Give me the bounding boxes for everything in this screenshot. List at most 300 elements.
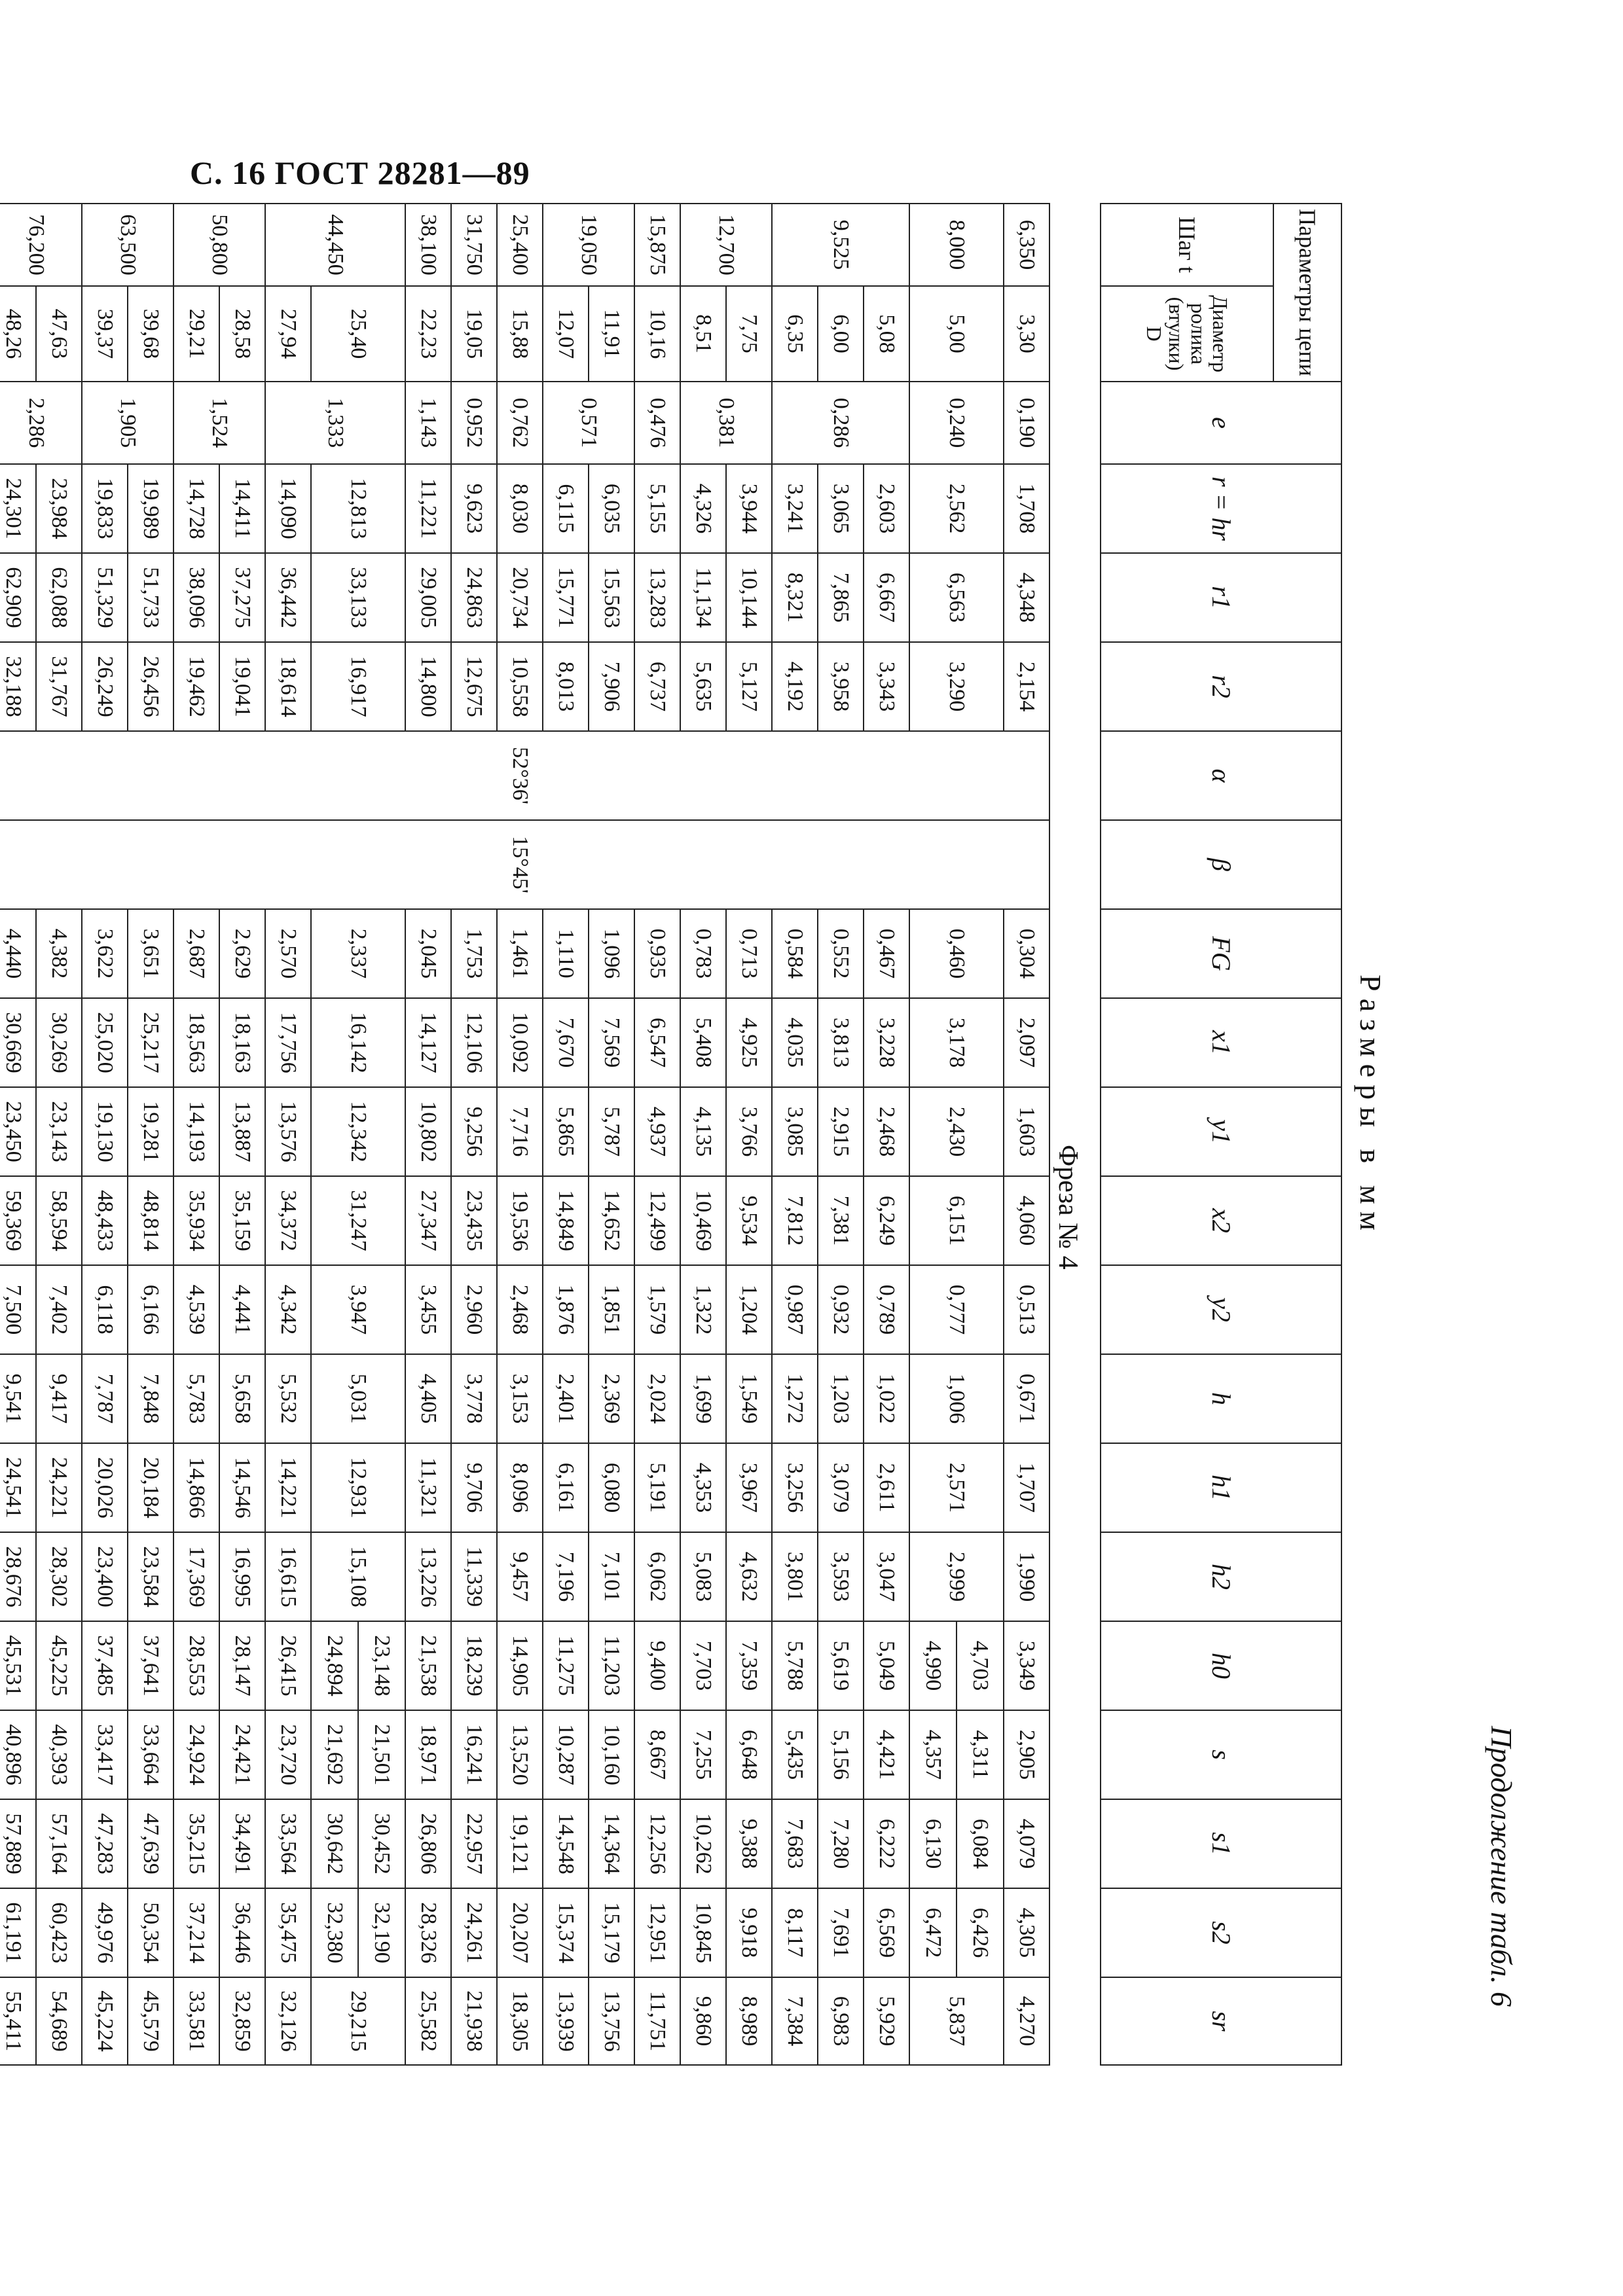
e-cell: 1,333 xyxy=(265,382,405,464)
s2-cell: 20,207 xyxy=(497,1888,543,1977)
y1-cell: 3,766 xyxy=(726,1087,772,1176)
col-header-fg: FG xyxy=(1101,909,1341,998)
fg-cell: 4,382 xyxy=(36,909,82,998)
r2-cell: 32,188 xyxy=(0,642,36,731)
sr-cell: 29,215 xyxy=(311,1977,405,2065)
s-cell: 8,667 xyxy=(634,1710,680,1799)
s-cell: 13,520 xyxy=(497,1710,543,1799)
sr-cell: 4,270 xyxy=(1004,1977,1049,2065)
h1-cell: 20,184 xyxy=(128,1443,173,1532)
y1-cell: 19,130 xyxy=(82,1087,128,1176)
y1-cell: 10,802 xyxy=(405,1087,451,1176)
y1-cell: 4,937 xyxy=(634,1087,680,1176)
h2-cell: 23,584 xyxy=(128,1532,173,1621)
r2-cell: 26,249 xyxy=(82,642,128,731)
r1-cell: 62,088 xyxy=(36,553,82,642)
fg-cell: 2,687 xyxy=(173,909,219,998)
r-cell: 11,221 xyxy=(405,464,451,553)
r2-cell: 10,558 xyxy=(497,642,543,731)
h-cell: 5,031 xyxy=(311,1354,405,1443)
h1-cell: 24,221 xyxy=(36,1443,82,1532)
s2-cell: 49,976 xyxy=(82,1888,128,1977)
units-title: Размеры в мм xyxy=(1354,975,1387,1238)
col-header-e: e xyxy=(1101,382,1341,464)
roller-diameter-cell: 39,37 xyxy=(82,286,128,382)
y2-cell: 0,513 xyxy=(1004,1265,1049,1354)
y2-cell: 4,342 xyxy=(265,1265,311,1354)
table-row xyxy=(818,204,864,2065)
h1-cell: 14,866 xyxy=(173,1443,219,1532)
r-cell: 2,562 xyxy=(909,464,1004,553)
y2-cell: 7,500 xyxy=(0,1265,36,1354)
r1-cell: 62,909 xyxy=(0,553,36,642)
x1-cell: 4,925 xyxy=(726,998,772,1087)
h1-cell: 3,079 xyxy=(818,1443,864,1532)
sr-cell: 8,989 xyxy=(726,1977,772,2065)
r-cell: 23,984 xyxy=(36,464,82,553)
h0-cell: 45,531 xyxy=(0,1621,36,1710)
s2-cell: 4,305 xyxy=(1004,1888,1049,1977)
col-header-alpha: α xyxy=(1101,731,1341,820)
h-cell: 9,541 xyxy=(0,1354,36,1443)
x1-cell: 14,127 xyxy=(405,998,451,1087)
r2-cell: 3,958 xyxy=(818,642,864,731)
s2-cell: 15,179 xyxy=(589,1888,634,1977)
sr-cell: 13,939 xyxy=(543,1977,589,2065)
sr-cell: 5,837 xyxy=(909,1977,1004,2065)
h0-cell: 18,239 xyxy=(451,1621,497,1710)
h1-cell: 11,321 xyxy=(405,1443,451,1532)
table-row xyxy=(726,204,772,2065)
fg-cell: 3,651 xyxy=(128,909,173,998)
sr-cell: 54,689 xyxy=(36,1977,82,2065)
y1-cell: 5,865 xyxy=(543,1087,589,1176)
h2-cell: 6,062 xyxy=(634,1532,680,1621)
h1-cell: 24,541 xyxy=(0,1443,36,1532)
sr-cell: 7,384 xyxy=(772,1977,818,2065)
table-row xyxy=(265,204,311,2065)
x2-cell: 34,372 xyxy=(265,1176,311,1265)
x1-cell: 12,106 xyxy=(451,998,497,1087)
sr-cell: 45,579 xyxy=(128,1977,173,2065)
s2-cell: 28,326 xyxy=(405,1888,451,1977)
col-header-h2: h2 xyxy=(1101,1532,1341,1621)
y1-cell: 12,342 xyxy=(311,1087,405,1176)
h1-cell: 20,026 xyxy=(82,1443,128,1532)
x1-cell: 7,569 xyxy=(589,998,634,1087)
r-cell: 14,090 xyxy=(265,464,311,553)
fg-cell: 0,552 xyxy=(818,909,864,998)
h0-cell: 7,703 xyxy=(680,1621,726,1710)
table-row xyxy=(128,204,173,2065)
h-cell: 1,006 xyxy=(909,1354,1004,1443)
r1-cell: 51,733 xyxy=(128,553,173,642)
s1-cell: 33,564 xyxy=(265,1799,311,1888)
h1-cell: 3,967 xyxy=(726,1443,772,1532)
s1-cell: 57,164 xyxy=(36,1799,82,1888)
sr-cell: 18,305 xyxy=(497,1977,543,2065)
y2-cell: 1,322 xyxy=(680,1265,726,1354)
y2-cell: 3,947 xyxy=(311,1265,405,1354)
roller-diameter-cell: 48,26 xyxy=(0,286,36,382)
s1-cell: 19,121 xyxy=(497,1799,543,1888)
r1-cell: 33,133 xyxy=(311,553,405,642)
s1-cell: 4,079 xyxy=(1004,1799,1049,1888)
s2-cell: 32,380 xyxy=(311,1888,358,1977)
x2-cell: 35,934 xyxy=(173,1176,219,1265)
r2-cell: 26,456 xyxy=(128,642,173,731)
r2-cell: 31,767 xyxy=(36,642,82,731)
x1-cell: 3,813 xyxy=(818,998,864,1087)
s2-cell: 6,472 xyxy=(909,1888,957,1977)
h2-cell: 7,196 xyxy=(543,1532,589,1621)
fg-cell: 2,629 xyxy=(219,909,265,998)
h-cell: 1,699 xyxy=(680,1354,726,1443)
h1-cell: 1,707 xyxy=(1004,1443,1049,1532)
s-cell: 4,311 xyxy=(957,1710,1004,1799)
h0-cell: 24,894 xyxy=(311,1621,358,1710)
x2-cell: 12,499 xyxy=(634,1176,680,1265)
s-cell: 5,435 xyxy=(772,1710,818,1799)
s1-cell: 14,364 xyxy=(589,1799,634,1888)
r1-cell: 51,329 xyxy=(82,553,128,642)
s-cell: 10,160 xyxy=(589,1710,634,1799)
table-row xyxy=(1004,204,1049,2065)
e-cell: 0,762 xyxy=(497,382,543,464)
e-cell: 0,571 xyxy=(543,382,634,464)
pitch-cell: 38,100 xyxy=(405,204,451,286)
x2-cell: 48,814 xyxy=(128,1176,173,1265)
e-cell: 1,905 xyxy=(82,382,173,464)
table-row xyxy=(451,204,497,2065)
roller-diameter-cell: 5,08 xyxy=(864,286,909,382)
pitch-cell: 8,000 xyxy=(909,204,1004,286)
e-cell: 1,143 xyxy=(405,382,451,464)
r2-cell: 8,013 xyxy=(543,642,589,731)
s-cell: 21,501 xyxy=(358,1710,405,1799)
fg-cell: 0,460 xyxy=(909,909,1004,998)
col-header-x1: x1 xyxy=(1101,998,1341,1087)
r2-cell: 3,290 xyxy=(909,642,1004,731)
x1-cell: 10,092 xyxy=(497,998,543,1087)
x1-cell: 5,408 xyxy=(680,998,726,1087)
r2-cell: 14,800 xyxy=(405,642,451,731)
r1-cell: 38,096 xyxy=(173,553,219,642)
s2-cell: 37,214 xyxy=(173,1888,219,1977)
s1-cell: 14,548 xyxy=(543,1799,589,1888)
e-cell: 1,524 xyxy=(173,382,265,464)
x2-cell: 23,435 xyxy=(451,1176,497,1265)
h2-cell: 17,369 xyxy=(173,1532,219,1621)
r2-cell: 12,675 xyxy=(451,642,497,731)
y2-cell: 6,118 xyxy=(82,1265,128,1354)
h0-cell: 7,359 xyxy=(726,1621,772,1710)
h2-cell: 3,801 xyxy=(772,1532,818,1621)
fg-cell: 2,045 xyxy=(405,909,451,998)
sr-cell: 55,411 xyxy=(0,1977,36,2065)
fg-cell: 1,753 xyxy=(451,909,497,998)
h2-cell: 11,339 xyxy=(451,1532,497,1621)
r1-cell: 11,134 xyxy=(680,553,726,642)
h1-cell: 2,571 xyxy=(909,1443,1004,1532)
h0-cell: 3,349 xyxy=(1004,1621,1049,1710)
col-header-r1: r1 xyxy=(1101,553,1341,642)
roller-diameter-cell: 6,00 xyxy=(818,286,864,382)
x2-cell: 7,812 xyxy=(772,1176,818,1265)
pitch-cell: 63,500 xyxy=(82,204,173,286)
y2-cell: 1,851 xyxy=(589,1265,634,1354)
page-header: С. 16 ГОСТ 28281—89 xyxy=(190,154,530,191)
x2-cell: 27,347 xyxy=(405,1176,451,1265)
s1-cell: 7,683 xyxy=(772,1799,818,1888)
r2-cell: 2,154 xyxy=(1004,642,1049,731)
s1-cell: 47,283 xyxy=(82,1799,128,1888)
roller-diameter-cell: 22,23 xyxy=(405,286,451,382)
x1-cell: 16,142 xyxy=(311,998,405,1087)
s1-cell: 30,642 xyxy=(311,1799,358,1888)
h0-cell: 5,049 xyxy=(864,1621,909,1710)
s1-cell: 6,222 xyxy=(864,1799,909,1888)
h0-cell: 4,990 xyxy=(909,1621,957,1710)
r1-cell: 15,563 xyxy=(589,553,634,642)
y1-cell: 13,576 xyxy=(265,1087,311,1176)
y1-cell: 19,281 xyxy=(128,1087,173,1176)
y1-cell: 2,468 xyxy=(864,1087,909,1176)
h0-cell: 26,415 xyxy=(265,1621,311,1710)
x1-cell: 30,269 xyxy=(36,998,82,1087)
s-cell: 6,648 xyxy=(726,1710,772,1799)
y1-cell: 1,603 xyxy=(1004,1087,1049,1176)
h-cell: 3,153 xyxy=(497,1354,543,1443)
r-cell: 6,115 xyxy=(543,464,589,553)
x1-cell: 18,163 xyxy=(219,998,265,1087)
r1-cell: 4,348 xyxy=(1004,553,1049,642)
r-cell: 19,989 xyxy=(128,464,173,553)
s1-cell: 26,806 xyxy=(405,1799,451,1888)
h0-cell: 28,553 xyxy=(173,1621,219,1710)
h1-cell: 6,080 xyxy=(589,1443,634,1532)
roller-diameter-cell: 47,63 xyxy=(36,286,82,382)
table-row xyxy=(82,204,128,2065)
s1-cell: 57,889 xyxy=(0,1799,36,1888)
h0-cell: 11,203 xyxy=(589,1621,634,1710)
h2-cell: 23,400 xyxy=(82,1532,128,1621)
s1-cell: 12,256 xyxy=(634,1799,680,1888)
h2-cell: 1,990 xyxy=(1004,1532,1049,1621)
col-header-h: h xyxy=(1101,1354,1341,1443)
table-row xyxy=(864,204,909,2065)
x2-cell: 10,469 xyxy=(680,1176,726,1265)
h-cell: 2,024 xyxy=(634,1354,680,1443)
table-row xyxy=(497,204,543,2065)
col-header-beta: β xyxy=(1101,820,1341,909)
sr-cell: 25,582 xyxy=(405,1977,451,2065)
r1-cell: 29,005 xyxy=(405,553,451,642)
sr-cell: 45,224 xyxy=(82,1977,128,2065)
h2-cell: 7,101 xyxy=(589,1532,634,1621)
fg-cell: 3,622 xyxy=(82,909,128,998)
x2-cell: 31,247 xyxy=(311,1176,405,1265)
e-cell: 0,286 xyxy=(772,382,909,464)
h1-cell: 6,161 xyxy=(543,1443,589,1532)
col-header-r: r = hr xyxy=(1101,464,1341,553)
h0-cell: 11,275 xyxy=(543,1621,589,1710)
h1-cell: 14,221 xyxy=(265,1443,311,1532)
s-cell: 4,357 xyxy=(909,1710,957,1799)
col-header-y2: y2 xyxy=(1101,1265,1341,1354)
e-cell: 0,952 xyxy=(451,382,497,464)
r1-cell: 15,771 xyxy=(543,553,589,642)
roller-diameter-cell: 28,58 xyxy=(219,286,265,382)
col-header-x2: x2 xyxy=(1101,1176,1341,1265)
sr-cell: 9,860 xyxy=(680,1977,726,2065)
r-cell: 6,035 xyxy=(589,464,634,553)
e-cell: 0,240 xyxy=(909,382,1004,464)
continuation-label: Продолжение табл. 6 xyxy=(1485,1726,1518,2007)
sr-cell: 33,581 xyxy=(173,1977,219,2065)
pitch-cell: 44,450 xyxy=(265,204,405,286)
r-cell: 1,708 xyxy=(1004,464,1049,553)
s-cell: 7,255 xyxy=(680,1710,726,1799)
y2-cell: 6,166 xyxy=(128,1265,173,1354)
col-header-y1: y1 xyxy=(1101,1087,1341,1176)
col-header-h1: h1 xyxy=(1101,1443,1341,1532)
h2-cell: 16,615 xyxy=(265,1532,311,1621)
y1-cell: 2,915 xyxy=(818,1087,864,1176)
s-cell: 24,924 xyxy=(173,1710,219,1799)
roller-diameter-cell: 12,07 xyxy=(543,286,589,382)
h1-cell: 9,706 xyxy=(451,1443,497,1532)
s2-cell: 12,951 xyxy=(634,1888,680,1977)
s1-cell: 6,130 xyxy=(909,1799,957,1888)
x1-cell: 6,547 xyxy=(634,998,680,1087)
r1-cell: 37,275 xyxy=(219,553,265,642)
s-cell: 4,421 xyxy=(864,1710,909,1799)
x2-cell: 14,652 xyxy=(589,1176,634,1265)
s-cell: 33,417 xyxy=(82,1710,128,1799)
table-row xyxy=(634,204,680,2065)
rotated-table-page xyxy=(1,203,1525,2052)
y2-cell: 1,579 xyxy=(634,1265,680,1354)
sr-cell: 6,983 xyxy=(818,1977,864,2065)
h2-cell: 15,108 xyxy=(311,1532,405,1621)
pitch-cell: 25,400 xyxy=(497,204,543,286)
col-header-sr: sr xyxy=(1101,1977,1341,2065)
s2-cell: 15,374 xyxy=(543,1888,589,1977)
table-row xyxy=(358,204,405,2065)
r2-cell: 19,041 xyxy=(219,642,265,731)
col-header-s2: s2 xyxy=(1101,1888,1341,1977)
fg-cell: 2,337 xyxy=(311,909,405,998)
y2-cell: 3,455 xyxy=(405,1265,451,1354)
sr-cell: 32,126 xyxy=(265,1977,311,2065)
h0-cell: 28,147 xyxy=(219,1621,265,1710)
s2-cell: 50,354 xyxy=(128,1888,173,1977)
x1-cell: 3,178 xyxy=(909,998,1004,1087)
sr-cell: 5,929 xyxy=(864,1977,909,2065)
r1-cell: 7,865 xyxy=(818,553,864,642)
h-cell: 4,405 xyxy=(405,1354,451,1443)
h-cell: 1,272 xyxy=(772,1354,818,1443)
h2-cell: 5,083 xyxy=(680,1532,726,1621)
pitch-cell: 15,875 xyxy=(634,204,680,286)
h-cell: 5,658 xyxy=(219,1354,265,1443)
r-cell: 3,065 xyxy=(818,464,864,553)
x1-cell: 7,670 xyxy=(543,998,589,1087)
dimensions-table xyxy=(0,203,1342,2066)
h1-cell: 12,931 xyxy=(311,1443,405,1532)
s-cell: 2,905 xyxy=(1004,1710,1049,1799)
fg-cell: 0,467 xyxy=(864,909,909,998)
h0-cell: 45,225 xyxy=(36,1621,82,1710)
pitch-cell: 19,050 xyxy=(543,204,634,286)
roller-diameter-cell: 3,30 xyxy=(1004,286,1049,382)
h-cell: 7,848 xyxy=(128,1354,173,1443)
y2-cell: 0,987 xyxy=(772,1265,818,1354)
s-cell: 33,664 xyxy=(128,1710,173,1799)
pitch-cell: 12,700 xyxy=(680,204,772,286)
r-cell: 9,623 xyxy=(451,464,497,553)
r-cell: 4,326 xyxy=(680,464,726,553)
y1-cell: 23,143 xyxy=(36,1087,82,1176)
s-cell: 40,393 xyxy=(36,1710,82,1799)
y1-cell: 3,085 xyxy=(772,1087,818,1176)
h-cell: 9,417 xyxy=(36,1354,82,1443)
r2-cell: 4,192 xyxy=(772,642,818,731)
y2-cell: 1,204 xyxy=(726,1265,772,1354)
sr-cell: 13,756 xyxy=(589,1977,634,2065)
e-cell: 0,381 xyxy=(680,382,772,464)
s2-cell: 60,423 xyxy=(36,1888,82,1977)
r1-cell: 24,863 xyxy=(451,553,497,642)
sr-cell: 32,859 xyxy=(219,1977,265,2065)
r2-cell: 6,737 xyxy=(634,642,680,731)
pitch-cell: 9,525 xyxy=(772,204,909,286)
r1-cell: 20,734 xyxy=(497,553,543,642)
s2-cell: 36,446 xyxy=(219,1888,265,1977)
roller-diameter-cell: 7,75 xyxy=(726,286,772,382)
e-cell: 2,286 xyxy=(0,382,82,464)
r2-cell: 16,917 xyxy=(311,642,405,731)
col-header-s: s xyxy=(1101,1710,1341,1799)
col-header-s1: s1 xyxy=(1101,1799,1341,1888)
roller-diameter-cell: 29,21 xyxy=(173,286,219,382)
pitch-cell: 31,750 xyxy=(451,204,497,286)
r2-cell: 3,343 xyxy=(864,642,909,731)
r-cell: 14,728 xyxy=(173,464,219,553)
s-cell: 10,287 xyxy=(543,1710,589,1799)
y1-cell: 5,787 xyxy=(589,1087,634,1176)
roller-diameter-cell: 19,05 xyxy=(451,286,497,382)
x1-cell: 17,756 xyxy=(265,998,311,1087)
h-cell: 0,671 xyxy=(1004,1354,1049,1443)
y2-cell: 4,539 xyxy=(173,1265,219,1354)
y1-cell: 9,256 xyxy=(451,1087,497,1176)
x1-cell: 30,669 xyxy=(0,998,36,1087)
h0-cell: 21,538 xyxy=(405,1621,451,1710)
r-cell: 24,301 xyxy=(0,464,36,553)
x1-cell: 3,228 xyxy=(864,998,909,1087)
x1-cell: 25,217 xyxy=(128,998,173,1087)
s-cell: 40,896 xyxy=(0,1710,36,1799)
h0-cell: 5,619 xyxy=(818,1621,864,1710)
h1-cell: 3,256 xyxy=(772,1443,818,1532)
r2-cell: 7,906 xyxy=(589,642,634,731)
y1-cell: 2,430 xyxy=(909,1087,1004,1176)
h-cell: 2,369 xyxy=(589,1354,634,1443)
s-cell: 24,421 xyxy=(219,1710,265,1799)
s1-cell: 34,491 xyxy=(219,1799,265,1888)
